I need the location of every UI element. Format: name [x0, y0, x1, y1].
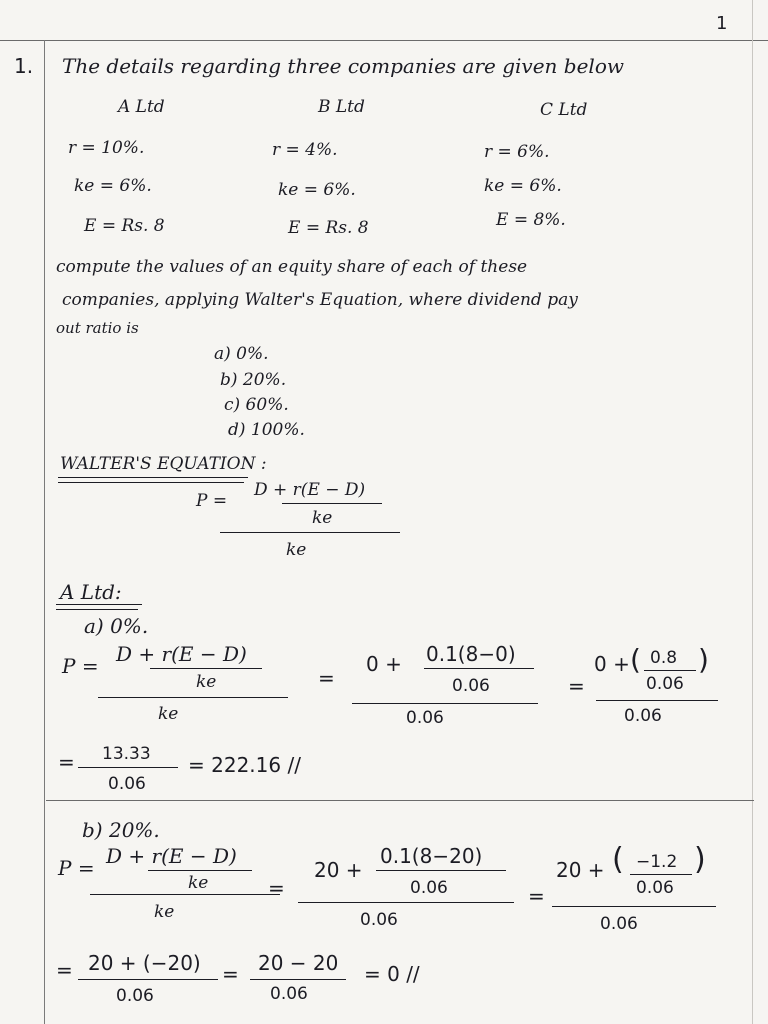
option-b: b) 20%.	[220, 370, 287, 390]
walter-inner-bar	[282, 503, 382, 504]
company-c-name: C Ltd	[540, 100, 588, 120]
part-a-formula-top: D + r(E − D)	[116, 642, 247, 666]
part-b-formula-inner-bar	[148, 870, 252, 871]
part-b-sub2-den: 0.06	[600, 914, 638, 934]
walter-heading: WALTER'S EQUATION :	[60, 454, 267, 474]
company-c-ke: ke = 6%.	[484, 176, 562, 196]
part-a-sub1-inner-bar	[424, 668, 534, 669]
walter-numerator: D + r(E − D)	[254, 480, 366, 500]
company-a-e: E = Rs. 8	[84, 216, 165, 236]
walter-p: P =	[196, 491, 228, 511]
part-b-sub2-paren-l: (	[612, 842, 624, 877]
part-a-p: P =	[62, 654, 99, 678]
part-a-eq2: =	[568, 674, 585, 698]
part-b-label: b) 20%.	[82, 818, 160, 842]
part-b-result: = 0 //	[364, 962, 420, 986]
part-b-res-eq: =	[56, 958, 73, 982]
part-a-sub2-den: 0.06	[624, 706, 662, 726]
walter-underline-1	[58, 477, 248, 478]
right-edge	[752, 0, 753, 1024]
part-b-formula-bar	[90, 894, 280, 895]
company-b-name: B Ltd	[318, 97, 365, 117]
part-a-sub1-inner: 0.06	[452, 676, 490, 696]
part-a-sub2-inner: 0.06	[646, 674, 684, 694]
part-a-formula-inner-bar	[150, 668, 262, 669]
company-c-r: r = 6%.	[484, 142, 550, 162]
part-b-sub1-inner-bar	[376, 870, 506, 871]
part-a-res-eq: =	[58, 750, 75, 774]
question-intro: The details regarding three companies are given below	[62, 54, 624, 78]
part-a-sub2-lead: 0 +	[594, 652, 630, 676]
company-a-name: A Ltd	[118, 97, 165, 117]
option-a: a) 0%.	[214, 344, 269, 364]
part-b-sub2-bar	[552, 906, 716, 907]
company-c-e: E = 8%.	[496, 210, 566, 230]
margin-rule	[44, 40, 45, 1024]
part-b-sub2-num: −1.2	[636, 852, 678, 872]
part-a-label: a) 0%.	[84, 614, 149, 638]
part-b-sub1-lead: 20 +	[314, 858, 363, 882]
part-b-res1-num: 20 + (−20)	[88, 951, 201, 975]
task-line-1: compute the values of an equity share of each of these	[56, 257, 528, 277]
company-a-r: r = 10%.	[68, 138, 145, 158]
page-number: 1	[716, 13, 728, 34]
part-a-sub2-num: 0.8	[650, 648, 678, 668]
walter-inner-den: ke	[312, 508, 333, 528]
part-b-res2-bar	[250, 979, 346, 980]
option-c: c) 60%.	[224, 395, 289, 415]
part-b-res2-den: 0.06	[270, 984, 308, 1004]
company-b-ke: ke = 6%.	[278, 180, 356, 200]
top-rule	[0, 40, 768, 41]
part-b-formula-den: ke	[154, 902, 175, 922]
part-b-res1-den: 0.06	[116, 986, 154, 1006]
a-ltd-heading: A Ltd:	[60, 580, 122, 604]
part-b-eq1: =	[268, 876, 285, 900]
part-a-sub1-bar	[352, 703, 538, 704]
part-b-res-eq2: =	[222, 962, 239, 986]
part-a-res-den: 0.06	[108, 774, 146, 794]
part-a-formula-inner: ke	[196, 672, 217, 692]
walter-main-bar	[220, 532, 400, 533]
part-a-sub2-bar	[596, 700, 718, 701]
a-ltd-underline-2	[56, 609, 138, 610]
part-a-sub2-inner-bar	[644, 670, 696, 671]
part-a-formula-bar	[98, 697, 288, 698]
part-b-sub2-inner-bar	[630, 874, 692, 875]
option-d: d) 100%.	[228, 420, 305, 440]
part-a-sub1-lead: 0 +	[366, 652, 402, 676]
company-b-r: r = 4%.	[272, 140, 338, 160]
part-b-sub2-lead: 20 +	[556, 858, 605, 882]
part-b-formula-inner: ke	[188, 873, 209, 893]
task-line-3: out ratio is	[56, 319, 139, 337]
part-b-sub1-inner: 0.06	[410, 878, 448, 898]
part-b-res1-bar	[78, 979, 218, 980]
part-a-formula-den: ke	[158, 704, 179, 724]
part-a-result: = 222.16 //	[188, 753, 301, 777]
section-separator	[46, 800, 754, 801]
part-b-p: P =	[58, 856, 95, 880]
part-b-sub2-paren-r: )	[694, 842, 706, 877]
part-a-sub2-paren-l: (	[630, 643, 641, 676]
part-a-sub1-den: 0.06	[406, 708, 444, 728]
question-number: 1.	[14, 54, 34, 78]
a-ltd-underline-1	[56, 604, 142, 605]
part-a-eq1: =	[318, 666, 335, 690]
part-b-sub2-inner: 0.06	[636, 878, 674, 898]
part-a-sub1-num: 0.1(8−0)	[426, 642, 516, 666]
part-a-res-num: 13.33	[102, 744, 151, 764]
part-a-sub2-paren-r: )	[698, 643, 709, 676]
part-b-sub1-bar	[298, 902, 514, 903]
part-b-formula-top: D + r(E − D)	[106, 844, 237, 868]
part-b-eq2: =	[528, 884, 545, 908]
walter-underline-2	[58, 482, 244, 483]
company-a-ke: ke = 6%.	[74, 176, 152, 196]
part-b-res2-num: 20 − 20	[258, 951, 339, 975]
part-a-res-bar	[78, 767, 178, 768]
part-b-sub1-den: 0.06	[360, 910, 398, 930]
walter-outer-den: ke	[286, 540, 307, 560]
task-line-2: companies, applying Walter's Equation, where dividend pay	[62, 290, 578, 310]
company-b-e: E = Rs. 8	[288, 218, 369, 238]
part-b-sub1-num: 0.1(8−20)	[380, 844, 483, 868]
